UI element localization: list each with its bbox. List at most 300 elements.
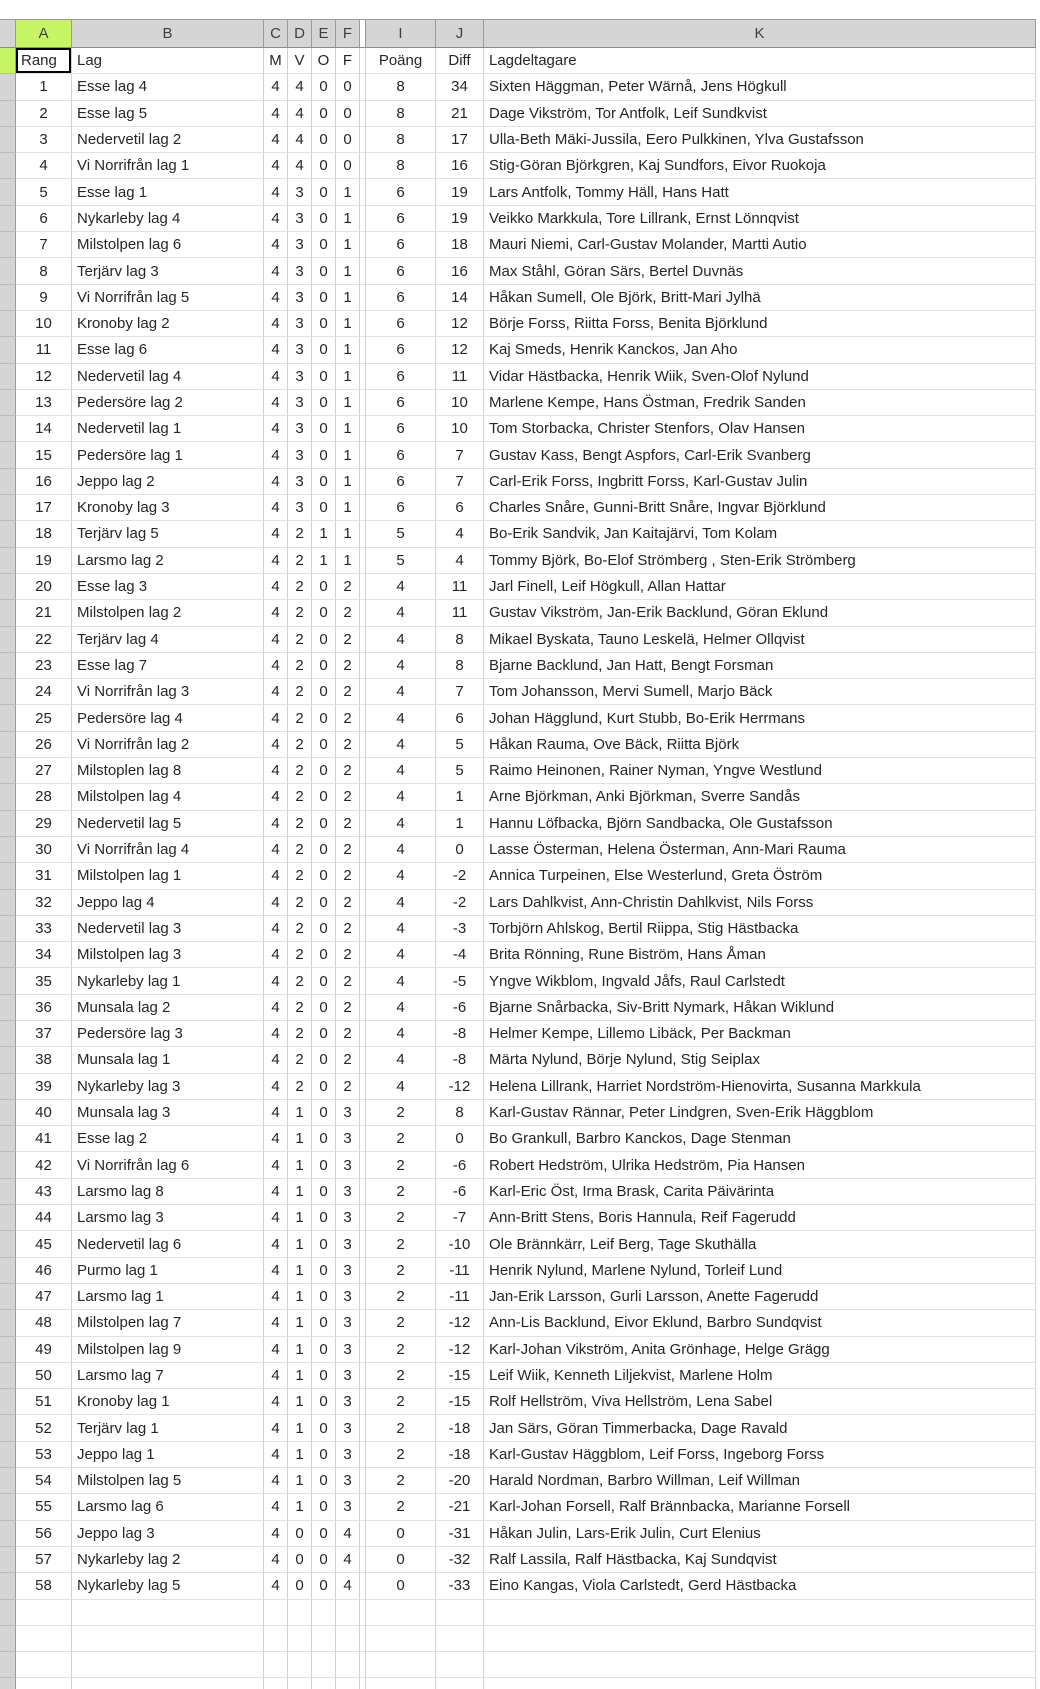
cell-f[interactable] — [336, 1652, 360, 1678]
cell-f[interactable]: 1 — [336, 337, 360, 363]
row-header[interactable] — [0, 968, 16, 994]
cell-m[interactable]: 4 — [264, 679, 288, 705]
cell-f[interactable]: 2 — [336, 679, 360, 705]
cell-lagdeltagare[interactable]: Sixten Häggman, Peter Wärnå, Jens Högkull — [484, 74, 1036, 100]
cell-m[interactable]: 4 — [264, 285, 288, 311]
cell-lag[interactable]: Nedervetil lag 6 — [72, 1231, 264, 1257]
cell-f[interactable]: 3 — [336, 1152, 360, 1178]
row-header[interactable] — [0, 1021, 16, 1047]
cell-f[interactable]: 3 — [336, 1205, 360, 1231]
cell-lagdeltagare[interactable]: Stig-Göran Björkgren, Kaj Sundfors, Eivor Ruokoja — [484, 153, 1036, 179]
cell-rang[interactable]: 22 — [16, 627, 72, 653]
cell-v[interactable]: 1 — [288, 1179, 312, 1205]
cell-m[interactable]: 4 — [264, 442, 288, 468]
cell-o[interactable]: 0 — [312, 1258, 336, 1284]
cell-diff[interactable]: -11 — [436, 1284, 484, 1310]
cell-v[interactable]: 2 — [288, 521, 312, 547]
cell-f[interactable]: 1 — [336, 232, 360, 258]
cell-diff[interactable]: -12 — [436, 1310, 484, 1336]
cell-f[interactable]: 3 — [336, 1389, 360, 1415]
cell-f[interactable]: 1 — [336, 285, 360, 311]
cell-v[interactable]: 0 — [288, 1573, 312, 1599]
cell-rang[interactable]: 21 — [16, 600, 72, 626]
row-header[interactable] — [0, 705, 16, 731]
cell-poang[interactable]: 6 — [366, 311, 436, 337]
row-header[interactable] — [0, 1205, 16, 1231]
cell-lag[interactable]: Pedersöre lag 4 — [72, 705, 264, 731]
cell-f[interactable]: 0 — [336, 74, 360, 100]
cell-lagdeltagare[interactable] — [484, 1678, 1036, 1689]
cell-o[interactable]: 0 — [312, 1415, 336, 1441]
cell-o[interactable]: 0 — [312, 285, 336, 311]
cell-diff[interactable]: 19 — [436, 206, 484, 232]
cell-poang[interactable]: 6 — [366, 258, 436, 284]
cell-lag[interactable]: Nedervetil lag 5 — [72, 811, 264, 837]
row-header[interactable] — [0, 442, 16, 468]
cell-lagdeltagare[interactable]: Håkan Julin, Lars-Erik Julin, Curt Elenius — [484, 1521, 1036, 1547]
cell-f[interactable]: 0 — [336, 127, 360, 153]
cell-f[interactable]: 1 — [336, 364, 360, 390]
cell-poang[interactable]: 4 — [366, 1047, 436, 1073]
cell-poang[interactable]: 4 — [366, 705, 436, 731]
row-header[interactable] — [0, 995, 16, 1021]
cell-poang[interactable] — [366, 1678, 436, 1689]
cell-o[interactable]: 0 — [312, 416, 336, 442]
cell-v[interactable]: 2 — [288, 679, 312, 705]
cell-o[interactable]: 0 — [312, 1363, 336, 1389]
cell-lag[interactable]: Jeppo lag 2 — [72, 469, 264, 495]
cell-m[interactable]: 4 — [264, 101, 288, 127]
cell-rang[interactable]: 5 — [16, 179, 72, 205]
cell-diff[interactable]: 14 — [436, 285, 484, 311]
cell-m[interactable]: 4 — [264, 995, 288, 1021]
cell-f[interactable]: 2 — [336, 600, 360, 626]
cell-v[interactable]: 3 — [288, 495, 312, 521]
cell-lagdeltagare[interactable]: Veikko Markkula, Tore Lillrank, Ernst Lönnqvist — [484, 206, 1036, 232]
row-header[interactable] — [0, 469, 16, 495]
cell-f[interactable]: 3 — [336, 1284, 360, 1310]
cell-rang[interactable] — [16, 1600, 72, 1626]
cell-f[interactable]: 3 — [336, 1415, 360, 1441]
cell-m[interactable]: 4 — [264, 1547, 288, 1573]
cell-rang[interactable]: 31 — [16, 863, 72, 889]
row-header[interactable] — [0, 1573, 16, 1599]
cell-v[interactable] — [288, 1600, 312, 1626]
cell-lagdeltagare[interactable]: Dage Vikström, Tor Antfolk, Leif Sundkvist — [484, 101, 1036, 127]
cell-f[interactable]: 2 — [336, 995, 360, 1021]
cell-rang[interactable]: 4 — [16, 153, 72, 179]
cell-diff[interactable]: 8 — [436, 627, 484, 653]
cell-rang[interactable]: 47 — [16, 1284, 72, 1310]
cell-rang[interactable]: 10 — [16, 311, 72, 337]
cell-m[interactable]: 4 — [264, 232, 288, 258]
cell-v[interactable]: 2 — [288, 916, 312, 942]
cell-lagdeltagare[interactable]: Märta Nylund, Börje Nylund, Stig Seiplax — [484, 1047, 1036, 1073]
cell-rang[interactable]: 29 — [16, 811, 72, 837]
header-cell-f[interactable]: F — [336, 48, 360, 74]
cell-rang[interactable]: 46 — [16, 1258, 72, 1284]
cell-lag[interactable]: Terjärv lag 5 — [72, 521, 264, 547]
cell-lagdeltagare[interactable]: Helmer Kempe, Lillemo Libäck, Per Backman — [484, 1021, 1036, 1047]
cell-rang[interactable]: 34 — [16, 942, 72, 968]
cell-f[interactable]: 2 — [336, 863, 360, 889]
cell-poang[interactable] — [366, 1652, 436, 1678]
row-header[interactable] — [0, 1337, 16, 1363]
cell-rang[interactable]: 13 — [16, 390, 72, 416]
cell-diff[interactable]: -8 — [436, 1047, 484, 1073]
cell-m[interactable]: 4 — [264, 600, 288, 626]
cell-poang[interactable]: 4 — [366, 890, 436, 916]
cell-rang[interactable]: 3 — [16, 127, 72, 153]
row-header[interactable] — [0, 1626, 16, 1652]
cell-poang[interactable]: 0 — [366, 1573, 436, 1599]
cell-poang[interactable]: 4 — [366, 916, 436, 942]
cell-v[interactable]: 1 — [288, 1231, 312, 1257]
cell-poang[interactable]: 4 — [366, 653, 436, 679]
cell-poang[interactable]: 2 — [366, 1231, 436, 1257]
cell-m[interactable]: 4 — [264, 1494, 288, 1520]
cell-v[interactable]: 1 — [288, 1468, 312, 1494]
cell-lagdeltagare[interactable]: Rolf Hellström, Viva Hellström, Lena Sabel — [484, 1389, 1036, 1415]
column-header-d[interactable]: D — [288, 20, 312, 47]
cell-poang[interactable]: 4 — [366, 1021, 436, 1047]
cell-f[interactable] — [336, 1678, 360, 1689]
cell-f[interactable]: 1 — [336, 258, 360, 284]
column-header-k[interactable]: K — [484, 20, 1036, 47]
cell-f[interactable]: 2 — [336, 784, 360, 810]
cell-f[interactable]: 4 — [336, 1521, 360, 1547]
cell-poang[interactable]: 6 — [366, 416, 436, 442]
cell-diff[interactable] — [436, 1600, 484, 1626]
cell-v[interactable]: 2 — [288, 653, 312, 679]
cell-v[interactable]: 2 — [288, 968, 312, 994]
cell-lag[interactable] — [72, 1600, 264, 1626]
column-header-a[interactable]: A — [16, 20, 72, 47]
cell-diff[interactable]: -4 — [436, 942, 484, 968]
cell-diff[interactable]: 7 — [436, 679, 484, 705]
cell-m[interactable]: 4 — [264, 179, 288, 205]
row-header[interactable] — [0, 1258, 16, 1284]
cell-f[interactable] — [336, 1600, 360, 1626]
cell-rang[interactable]: 9 — [16, 285, 72, 311]
cell-lagdeltagare[interactable]: Charles Snåre, Gunni-Britt Snåre, Ingvar Björklund — [484, 495, 1036, 521]
row-header[interactable] — [0, 1231, 16, 1257]
cell-m[interactable]: 4 — [264, 258, 288, 284]
cell-v[interactable]: 4 — [288, 127, 312, 153]
cell-lagdeltagare[interactable]: Mikael Byskata, Tauno Leskelä, Helmer Ollqvist — [484, 627, 1036, 653]
cell-poang[interactable]: 4 — [366, 837, 436, 863]
cell-f[interactable]: 4 — [336, 1547, 360, 1573]
cell-v[interactable]: 3 — [288, 311, 312, 337]
cell-poang[interactable]: 8 — [366, 74, 436, 100]
cell-rang[interactable]: 49 — [16, 1337, 72, 1363]
cell-poang[interactable]: 2 — [366, 1389, 436, 1415]
cell-diff[interactable] — [436, 1626, 484, 1652]
cell-v[interactable]: 3 — [288, 416, 312, 442]
header-cell-rang[interactable]: Rang — [16, 48, 72, 74]
cell-o[interactable]: 0 — [312, 1337, 336, 1363]
cell-o[interactable]: 1 — [312, 521, 336, 547]
cell-v[interactable]: 1 — [288, 1284, 312, 1310]
cell-rang[interactable]: 19 — [16, 548, 72, 574]
cell-v[interactable]: 2 — [288, 837, 312, 863]
row-header[interactable] — [0, 206, 16, 232]
cell-diff[interactable]: 7 — [436, 469, 484, 495]
cell-poang[interactable] — [366, 1626, 436, 1652]
header-cell-v[interactable]: V — [288, 48, 312, 74]
cell-f[interactable]: 3 — [336, 1310, 360, 1336]
cell-v[interactable]: 3 — [288, 179, 312, 205]
row-header[interactable] — [0, 1047, 16, 1073]
cell-diff[interactable]: 11 — [436, 364, 484, 390]
cell-lag[interactable]: Larsmo lag 8 — [72, 1179, 264, 1205]
cell-o[interactable]: 0 — [312, 1573, 336, 1599]
row-header[interactable] — [0, 48, 16, 74]
cell-o[interactable]: 0 — [312, 1074, 336, 1100]
cell-lagdeltagare[interactable]: Gustav Vikström, Jan-Erik Backlund, Göran Eklund — [484, 600, 1036, 626]
cell-f[interactable]: 2 — [336, 705, 360, 731]
cell-m[interactable]: 4 — [264, 1021, 288, 1047]
cell-lagdeltagare[interactable] — [484, 1626, 1036, 1652]
cell-lagdeltagare[interactable]: Torbjörn Ahlskog, Bertil Riippa, Stig Hästbacka — [484, 916, 1036, 942]
cell-v[interactable]: 1 — [288, 1363, 312, 1389]
cell-rang[interactable]: 33 — [16, 916, 72, 942]
cell-f[interactable]: 1 — [336, 548, 360, 574]
cell-diff[interactable]: 0 — [436, 1126, 484, 1152]
row-header[interactable] — [0, 521, 16, 547]
cell-poang[interactable]: 8 — [366, 153, 436, 179]
cell-lag[interactable]: Purmo lag 1 — [72, 1258, 264, 1284]
cell-diff[interactable]: -2 — [436, 890, 484, 916]
cell-poang[interactable]: 4 — [366, 942, 436, 968]
cell-v[interactable]: 3 — [288, 390, 312, 416]
cell-lag[interactable]: Esse lag 7 — [72, 653, 264, 679]
row-header[interactable] — [0, 1678, 16, 1689]
header-cell-diff[interactable]: Diff — [436, 48, 484, 74]
cell-o[interactable]: 0 — [312, 179, 336, 205]
cell-rang[interactable]: 30 — [16, 837, 72, 863]
cell-m[interactable]: 4 — [264, 1415, 288, 1441]
cell-rang[interactable]: 44 — [16, 1205, 72, 1231]
cell-lagdeltagare[interactable]: Tom Storbacka, Christer Stenfors, Olav Hansen — [484, 416, 1036, 442]
cell-lagdeltagare[interactable]: Jan-Erik Larsson, Gurli Larsson, Anette Fagerudd — [484, 1284, 1036, 1310]
cell-lagdeltagare[interactable]: Marlene Kempe, Hans Östman, Fredrik Sanden — [484, 390, 1036, 416]
cell-lagdeltagare[interactable]: Ann-Lis Backlund, Eivor Eklund, Barbro Sundqvist — [484, 1310, 1036, 1336]
cell-f[interactable]: 0 — [336, 101, 360, 127]
cell-poang[interactable]: 6 — [366, 337, 436, 363]
cell-o[interactable]: 0 — [312, 1468, 336, 1494]
cell-o[interactable]: 0 — [312, 258, 336, 284]
cell-lagdeltagare[interactable]: Bjarne Snårbacka, Siv-Britt Nymark, Håkan Wiklund — [484, 995, 1036, 1021]
cell-poang[interactable]: 5 — [366, 548, 436, 574]
cell-v[interactable]: 1 — [288, 1152, 312, 1178]
row-header[interactable] — [0, 285, 16, 311]
select-all-corner[interactable] — [0, 20, 16, 47]
cell-v[interactable]: 2 — [288, 942, 312, 968]
cell-rang[interactable]: 32 — [16, 890, 72, 916]
cell-lagdeltagare[interactable]: Mauri Niemi, Carl-Gustav Molander, Martti Autio — [484, 232, 1036, 258]
cell-diff[interactable]: -11 — [436, 1258, 484, 1284]
cell-f[interactable]: 3 — [336, 1126, 360, 1152]
cell-o[interactable] — [312, 1678, 336, 1689]
cell-poang[interactable]: 2 — [366, 1284, 436, 1310]
cell-poang[interactable]: 6 — [366, 390, 436, 416]
cell-rang[interactable]: 55 — [16, 1494, 72, 1520]
cell-f[interactable]: 3 — [336, 1258, 360, 1284]
cell-f[interactable]: 2 — [336, 1047, 360, 1073]
cell-lag[interactable]: Vi Norrifrån lag 2 — [72, 732, 264, 758]
cell-o[interactable]: 0 — [312, 74, 336, 100]
cell-lagdeltagare[interactable] — [484, 1600, 1036, 1626]
cell-o[interactable]: 0 — [312, 153, 336, 179]
cell-lagdeltagare[interactable]: Jarl Finell, Leif Högkull, Allan Hattar — [484, 574, 1036, 600]
cell-poang[interactable]: 2 — [366, 1152, 436, 1178]
cell-f[interactable]: 1 — [336, 206, 360, 232]
cell-lagdeltagare[interactable]: Harald Nordman, Barbro Willman, Leif Willman — [484, 1468, 1036, 1494]
cell-v[interactable] — [288, 1678, 312, 1689]
row-header[interactable] — [0, 784, 16, 810]
cell-lag[interactable]: Milstolpen lag 2 — [72, 600, 264, 626]
cell-rang[interactable]: 57 — [16, 1547, 72, 1573]
cell-lagdeltagare[interactable]: Yngve Wikblom, Ingvald Jåfs, Raul Carlstedt — [484, 968, 1036, 994]
cell-lagdeltagare[interactable]: Ole Brännkärr, Leif Berg, Tage Skuthälla — [484, 1231, 1036, 1257]
row-header[interactable] — [0, 1415, 16, 1441]
row-header[interactable] — [0, 1442, 16, 1468]
cell-m[interactable]: 4 — [264, 1363, 288, 1389]
cell-o[interactable]: 0 — [312, 995, 336, 1021]
cell-f[interactable]: 1 — [336, 416, 360, 442]
cell-diff[interactable]: -8 — [436, 1021, 484, 1047]
cell-m[interactable]: 4 — [264, 469, 288, 495]
cell-rang[interactable]: 25 — [16, 705, 72, 731]
cell-v[interactable]: 2 — [288, 758, 312, 784]
cell-lag[interactable]: Nykarleby lag 1 — [72, 968, 264, 994]
cell-rang[interactable]: 39 — [16, 1074, 72, 1100]
row-header[interactable] — [0, 364, 16, 390]
cell-lag[interactable]: Larsmo lag 3 — [72, 1205, 264, 1231]
cell-v[interactable]: 1 — [288, 1494, 312, 1520]
cell-o[interactable]: 0 — [312, 1126, 336, 1152]
cell-o[interactable]: 0 — [312, 968, 336, 994]
cell-v[interactable]: 2 — [288, 863, 312, 889]
row-header[interactable] — [0, 942, 16, 968]
cell-lag[interactable]: Vi Norrifrån lag 5 — [72, 285, 264, 311]
row-header[interactable] — [0, 1363, 16, 1389]
cell-lag[interactable]: Nykarleby lag 4 — [72, 206, 264, 232]
cell-f[interactable]: 2 — [336, 916, 360, 942]
cell-m[interactable]: 4 — [264, 337, 288, 363]
cell-f[interactable]: 2 — [336, 1074, 360, 1100]
cell-lag[interactable]: Esse lag 3 — [72, 574, 264, 600]
cell-rang[interactable]: 54 — [16, 1468, 72, 1494]
cell-m[interactable] — [264, 1652, 288, 1678]
cell-o[interactable]: 0 — [312, 732, 336, 758]
cell-lag[interactable]: Esse lag 2 — [72, 1126, 264, 1152]
row-header[interactable] — [0, 811, 16, 837]
cell-diff[interactable]: 4 — [436, 521, 484, 547]
cell-diff[interactable]: -12 — [436, 1337, 484, 1363]
cell-m[interactable]: 4 — [264, 942, 288, 968]
cell-o[interactable]: 0 — [312, 679, 336, 705]
cell-lag[interactable]: Milstolpen lag 4 — [72, 784, 264, 810]
cell-v[interactable]: 2 — [288, 890, 312, 916]
cell-lagdeltagare[interactable]: Hannu Löfbacka, Björn Sandbacka, Ole Gustafsson — [484, 811, 1036, 837]
cell-diff[interactable]: 19 — [436, 179, 484, 205]
cell-diff[interactable]: 1 — [436, 784, 484, 810]
cell-diff[interactable]: -20 — [436, 1468, 484, 1494]
cell-m[interactable]: 4 — [264, 863, 288, 889]
cell-f[interactable]: 3 — [336, 1100, 360, 1126]
cell-rang[interactable]: 50 — [16, 1363, 72, 1389]
row-header[interactable] — [0, 1652, 16, 1678]
cell-lag[interactable]: Vi Norrifrån lag 4 — [72, 837, 264, 863]
cell-v[interactable]: 1 — [288, 1205, 312, 1231]
cell-poang[interactable]: 4 — [366, 968, 436, 994]
cell-rang[interactable]: 26 — [16, 732, 72, 758]
cell-lag[interactable]: Larsmo lag 6 — [72, 1494, 264, 1520]
cell-v[interactable]: 1 — [288, 1337, 312, 1363]
cell-m[interactable]: 4 — [264, 1152, 288, 1178]
cell-poang[interactable]: 2 — [366, 1415, 436, 1441]
cell-m[interactable]: 4 — [264, 1179, 288, 1205]
cell-f[interactable]: 1 — [336, 311, 360, 337]
cell-poang[interactable]: 4 — [366, 784, 436, 810]
column-header-e[interactable]: E — [312, 20, 336, 47]
cell-m[interactable]: 4 — [264, 1284, 288, 1310]
cell-lagdeltagare[interactable]: Håkan Sumell, Ole Björk, Britt-Mari Jylhä — [484, 285, 1036, 311]
cell-lagdeltagare[interactable]: Karl-Johan Vikström, Anita Grönhage, Helge Grägg — [484, 1337, 1036, 1363]
row-header[interactable] — [0, 1547, 16, 1573]
cell-f[interactable]: 2 — [336, 890, 360, 916]
cell-poang[interactable]: 4 — [366, 574, 436, 600]
cell-m[interactable]: 4 — [264, 548, 288, 574]
cell-lagdeltagare[interactable]: Gustav Kass, Bengt Aspfors, Carl-Erik Svanberg — [484, 442, 1036, 468]
cell-m[interactable]: 4 — [264, 364, 288, 390]
row-header[interactable] — [0, 1389, 16, 1415]
cell-lagdeltagare[interactable]: Eino Kangas, Viola Carlstedt, Gerd Hästbacka — [484, 1573, 1036, 1599]
cell-m[interactable]: 4 — [264, 311, 288, 337]
cell-lag[interactable]: Kronoby lag 3 — [72, 495, 264, 521]
cell-lag[interactable]: Larsmo lag 7 — [72, 1363, 264, 1389]
cell-o[interactable]: 0 — [312, 442, 336, 468]
cell-f[interactable]: 2 — [336, 758, 360, 784]
cell-f[interactable]: 3 — [336, 1442, 360, 1468]
cell-o[interactable]: 0 — [312, 1021, 336, 1047]
cell-m[interactable]: 4 — [264, 968, 288, 994]
cell-poang[interactable]: 5 — [366, 521, 436, 547]
cell-m[interactable]: 4 — [264, 521, 288, 547]
cell-v[interactable]: 2 — [288, 995, 312, 1021]
cell-v[interactable]: 3 — [288, 364, 312, 390]
cell-lag[interactable] — [72, 1678, 264, 1689]
row-header[interactable] — [0, 758, 16, 784]
cell-o[interactable]: 0 — [312, 1547, 336, 1573]
cell-v[interactable]: 3 — [288, 285, 312, 311]
cell-m[interactable]: 4 — [264, 1205, 288, 1231]
cell-o[interactable]: 0 — [312, 627, 336, 653]
cell-m[interactable]: 4 — [264, 1074, 288, 1100]
cell-rang[interactable]: 48 — [16, 1310, 72, 1336]
cell-v[interactable]: 2 — [288, 705, 312, 731]
cell-o[interactable]: 0 — [312, 837, 336, 863]
cell-rang[interactable]: 12 — [16, 364, 72, 390]
column-header-c[interactable]: C — [264, 20, 288, 47]
cell-lagdeltagare[interactable]: Bjarne Backlund, Jan Hatt, Bengt Forsman — [484, 653, 1036, 679]
cell-lag[interactable]: Pedersöre lag 1 — [72, 442, 264, 468]
cell-lagdeltagare[interactable]: Brita Rönning, Rune Biström, Hans Åman — [484, 942, 1036, 968]
cell-v[interactable]: 0 — [288, 1547, 312, 1573]
cell-o[interactable]: 0 — [312, 1047, 336, 1073]
